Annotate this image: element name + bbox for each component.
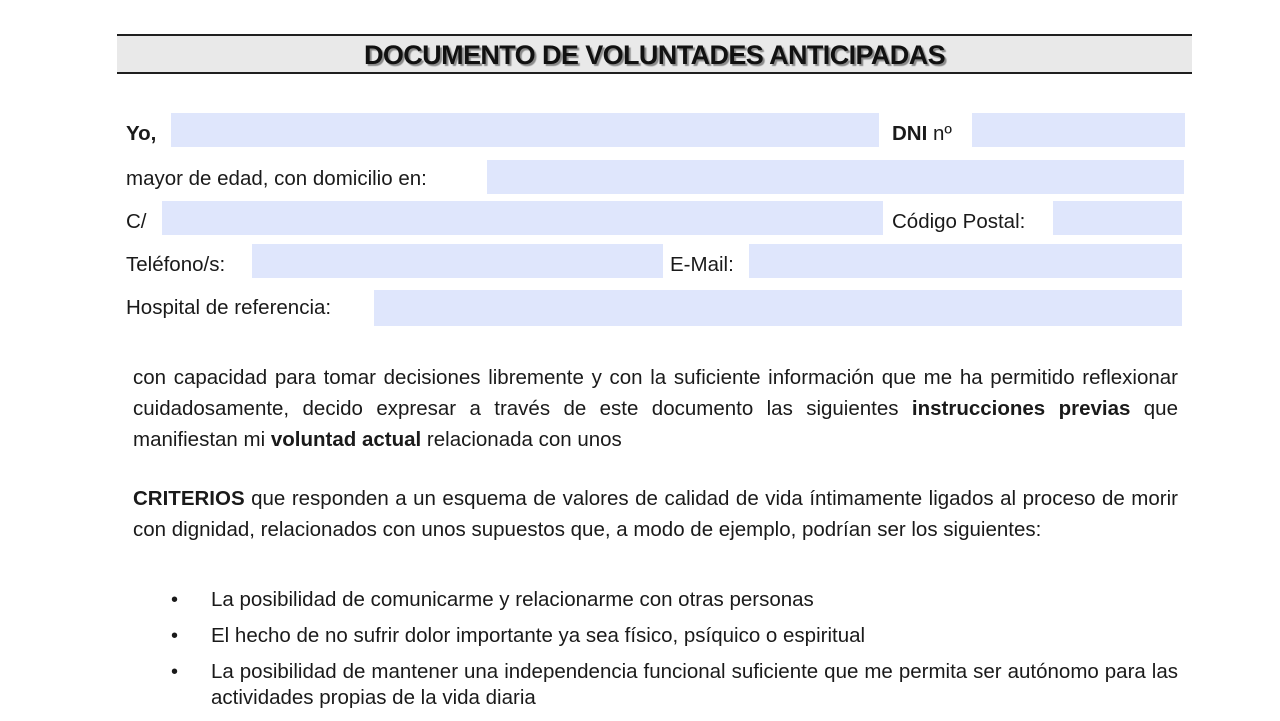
intro-text-1: con capacidad para tomar decisiones libremente y con la suficiente información que me ha permitido reflexionar cuidadosamente, decido expresar a través de este documento las siguientes (133, 366, 1178, 420)
instrucciones-previas-bold: instrucciones previas (911, 397, 1131, 420)
email-field[interactable] (749, 244, 1182, 278)
criteria-list (165, 587, 1178, 721)
list-item (165, 623, 1178, 649)
yo-label: Yo, (126, 122, 157, 145)
list-item (165, 587, 1178, 613)
dni-label (892, 122, 952, 146)
cp-label: Código Postal: (892, 210, 1026, 233)
name-field[interactable] (171, 113, 879, 147)
criterios-paragraph (133, 483, 1178, 545)
criteria-text: El hecho de no sufrir dolor importante ya sea físico, psíquico o espiritual (211, 624, 866, 647)
dni-label-text: DNI (892, 122, 928, 145)
voluntad-actual-bold: voluntad actual (270, 428, 422, 451)
bullet-icon: • (171, 625, 179, 647)
dni-label-suffix: nº (933, 122, 952, 145)
hospital-field[interactable] (374, 290, 1182, 326)
domicilio-label: mayor de edad, con domicilio en: (126, 167, 427, 190)
cp-field[interactable] (1053, 201, 1182, 235)
criterios-bold: CRITERIOS (133, 487, 245, 510)
domicilio-field[interactable] (487, 160, 1184, 194)
intro-text-2: que manifiestan mi (133, 397, 1178, 451)
criterios-text: que responden a un esquema de valores de calidad de vida íntimamente ligados al proceso de morir con dignidad, relacionados con unos supuestos que, a modo de ejemplo, podrían ser los siguientes: (133, 487, 1178, 541)
intro-paragraph (133, 362, 1178, 455)
criteria-text: La posibilidad de mantener una independencia funcional suficiente que me permita ser autónomo para las actividades propias de la vida diaria (211, 660, 1178, 709)
calle-label: C/ (126, 210, 147, 233)
bullet-icon: • (171, 661, 179, 683)
dni-field[interactable] (972, 113, 1185, 147)
email-label: E-Mail: (670, 253, 734, 276)
document-title: DOCUMENTO DE VOLUNTADES ANTICIPADAS (363, 40, 946, 70)
telefono-label: Teléfono/s: (126, 253, 226, 276)
telefono-field[interactable] (252, 244, 663, 278)
list-item (165, 659, 1178, 711)
intro-text-3: relacionada con unos (421, 428, 622, 451)
bullet-icon: • (171, 589, 179, 611)
calle-field[interactable] (162, 201, 883, 235)
criteria-text: La posibilidad de comunicarme y relacionarme con otras personas (211, 588, 814, 611)
hospital-label: Hospital de referencia: (126, 296, 332, 319)
